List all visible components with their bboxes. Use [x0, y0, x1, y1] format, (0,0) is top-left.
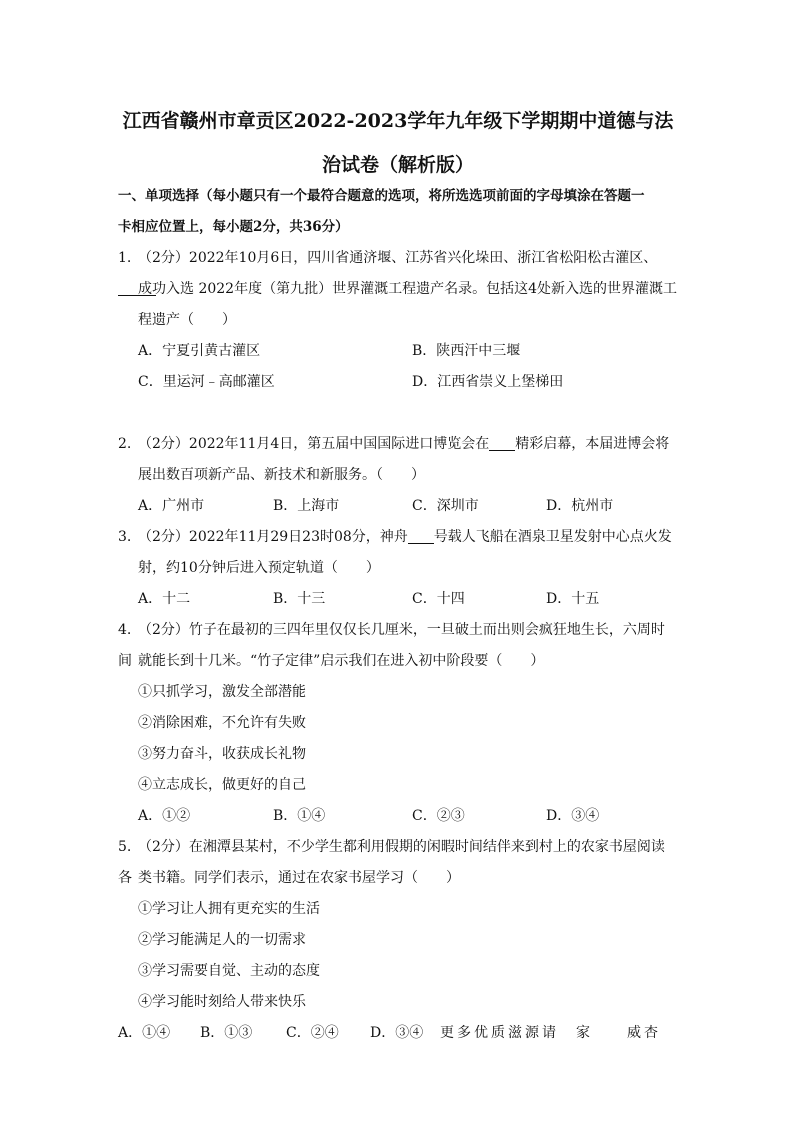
question-1-line-2: 成功入选 2022年度（第九批）世界灌溉工程遗产名录。包括这4处新入选的世界灌溉工 [138, 281, 677, 297]
question-number: 5. [118, 839, 132, 855]
option-d[interactable]: D．③④ [370, 1025, 424, 1041]
question-2-line-2: 展出数百项新产品、新技术和新服务。（ ） [138, 467, 425, 483]
option-d[interactable]: D．③④ [546, 808, 600, 824]
question-2-line-1 [118, 429, 678, 460]
option-a[interactable]: A．①④ [118, 1025, 171, 1041]
option-c[interactable]: C．②④ [286, 1025, 339, 1041]
option-a[interactable]: A．广州市 [138, 498, 205, 514]
option-b[interactable]: B．①④ [273, 808, 326, 824]
option-b[interactable]: B．十三 [273, 591, 326, 607]
option-c[interactable]: C．里运河﹣高邮灌区 [138, 374, 275, 390]
option-a[interactable]: A．①② [138, 808, 191, 824]
statement-2: ②学习能满足人的一切需求 [138, 932, 306, 948]
statement-3: ③努力奋斗，收获成长礼物 [138, 746, 306, 762]
question-text: 号载人飞船在酒泉卫星发射中心点火发 [433, 529, 672, 545]
question-text: （2分）2022年11月29日23时08分，神舟 [138, 529, 408, 545]
question-text: （2分）竹子在最初的三四年里仅仅长几厘米，一旦破土而出则会疯狂地生长，六周时间 [118, 622, 665, 669]
question-number: 3. [118, 529, 132, 545]
question-text: （2分）2022年11月4日，第五届中国国际进口博览会在 [138, 436, 490, 452]
question-text: （2分）2022年10月6日，四川省通济堰、江苏省兴化垛田、浙江省松阳松古灌区、 [138, 250, 658, 266]
option-d[interactable]: D．杭州市 [546, 498, 614, 514]
statement-2: ②消除困难，不允许有失败 [138, 715, 306, 731]
document-title-line-2: 治试卷（解析版） [321, 154, 474, 176]
question-3-line-1 [118, 522, 678, 553]
option-c[interactable]: C．深圳市 [412, 498, 479, 514]
option-c[interactable]: C．②③ [412, 808, 465, 824]
option-c[interactable]: C．十四 [412, 591, 465, 607]
answer-blank [489, 432, 515, 451]
watermark-text: 更多优质滋源请 家 威杏 [440, 1025, 661, 1041]
answer-blank [408, 525, 434, 544]
section-heading-line-2: 卡相应位置上，每小题2分，共36分） [118, 219, 349, 235]
statement-4: ④学习能时刻给人带来快乐 [138, 994, 306, 1010]
question-number: 1. [118, 250, 132, 266]
option-d[interactable]: D．十五 [546, 591, 600, 607]
option-d[interactable]: D．江西省崇义上堡梯田 [412, 374, 564, 390]
question-number: 4. [118, 622, 132, 638]
statement-1: ①学习让人拥有更充实的生活 [138, 901, 320, 917]
document-title-line-1: 江西省赣州市章贡区2022-2023学年九年级下学期期中道德与法 [122, 110, 674, 132]
question-text: （2分）在湘潭县某村，不少学生都利用假期的闲暇时间结伴来到村上的农家书屋阅读各 [118, 839, 665, 886]
question-text: 精彩启幕，本届进博会将 [515, 436, 670, 452]
statement-3: ③学习需要自觉、主动的态度 [138, 963, 320, 979]
option-a[interactable]: A．宁夏引黄古灌区 [138, 343, 261, 359]
question-5-line-2: 类书籍。同学们表示，通过在农家书屋学习（ ） [138, 870, 460, 886]
question-1-line-3: 程遗产（ ） [138, 312, 236, 328]
option-b[interactable]: B．①③ [200, 1025, 253, 1041]
option-b[interactable]: B．陕西汗中三堰 [412, 343, 521, 359]
question-3-line-2: 射，约10分钟后进入预定轨道（ ） [138, 560, 380, 576]
statement-1: ①只抓学习，激发全部潜能 [138, 684, 306, 700]
question-4-line-2: 就能长到十几米。“竹子定律”启示我们在进入初中阶段要（ ） [138, 653, 545, 669]
option-a[interactable]: A．十二 [138, 591, 191, 607]
question-number: 2. [118, 436, 132, 452]
option-b[interactable]: B．上海市 [273, 498, 340, 514]
statement-4: ④立志成长，做更好的自己 [138, 777, 306, 793]
section-heading-line-1: 一、单项选择（每小题只有一个最符合题意的选项，将所选选项前面的字母填涂在答题一 [118, 188, 645, 204]
